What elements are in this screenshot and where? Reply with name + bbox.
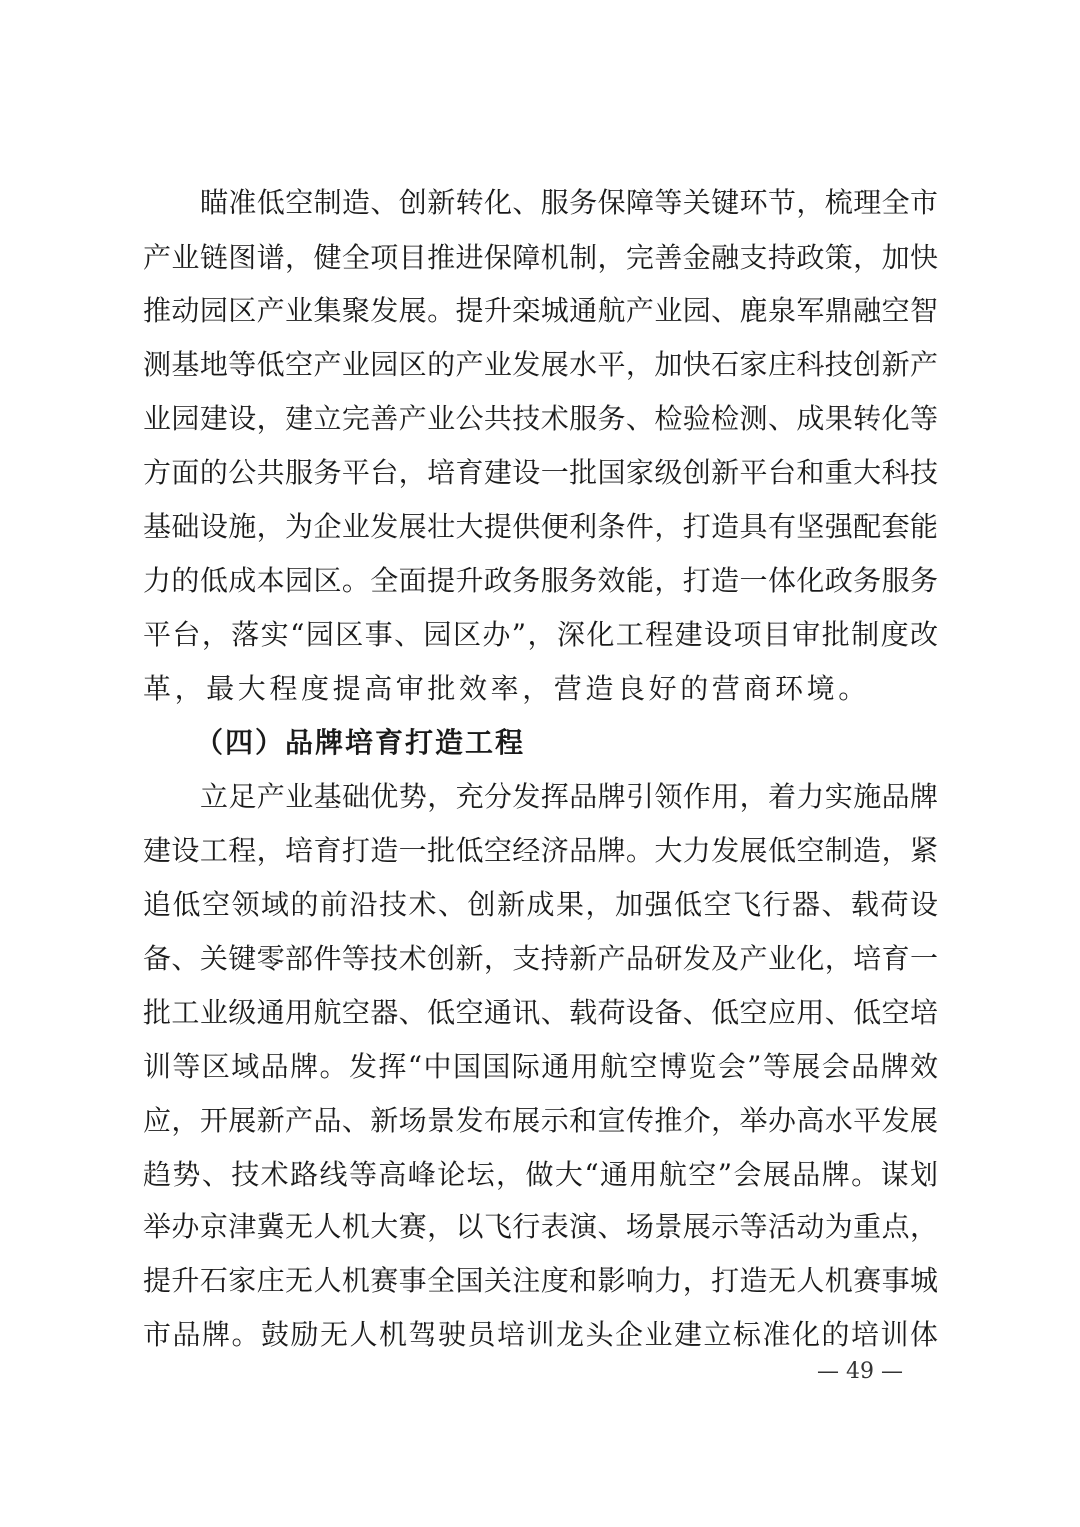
paragraph-2-line-4: 备、关键零部件等技术创新，支持新产品研发及产业化，培育一 [143, 942, 938, 975]
paragraph-2-line-9: 举办京津冀无人机大赛，以飞行表演、场景展示等活动为重点， [143, 1210, 938, 1243]
paragraph-1-line-8: 力的低成本园区。全面提升政务服务效能，打造一体化政务服务 [143, 564, 938, 597]
paragraph-1-line-9: 平台，落实“园区事、园区办”，深化工程建设项目审批制度改 [143, 618, 938, 651]
paragraph-1-line-7: 基础设施，为企业发展壮大提供便利条件，打造具有坚强配套能 [143, 510, 938, 543]
section-heading: （四）品牌培育打造工程 [195, 726, 526, 759]
paragraph-2-line-10: 提升石家庄无人机赛事全国关注度和影响力，打造无人机赛事城 [143, 1264, 938, 1297]
page-number: — 49 — [817, 1359, 903, 1384]
paragraph-2-line-6: 训等区域品牌。发挥“中国国际通用航空博览会”等展会品牌效 [143, 1050, 938, 1083]
paragraph-2-line-7: 应，开展新产品、新场景发布展示和宣传推介，举办高水平发展 [143, 1104, 938, 1137]
paragraph-1-line-5: 业园建设，建立完善产业公共技术服务、检验检测、成果转化等 [143, 402, 938, 435]
paragraph-1-line-10: 革，最大程度提高审批效率，营造良好的营商环境。 [143, 672, 870, 705]
paragraph-2-line-3: 追低空领域的前沿技术、创新成果，加强低空飞行器、载荷设 [143, 888, 938, 921]
paragraph-2-line-5: 批工业级通用航空器、低空通讯、载荷设备、低空应用、低空培 [143, 996, 938, 1029]
paragraph-1-line-4: 测基地等低空产业园区的产业发展水平，加快石家庄科技创新产 [143, 348, 938, 381]
paragraph-2-line-8: 趋势、技术路线等高峰论坛，做大“通用航空”会展品牌。谋划 [143, 1158, 938, 1191]
paragraph-2-line-2: 建设工程，培育打造一批低空经济品牌。大力发展低空制造，紧 [143, 834, 938, 867]
paragraph-1-line-1: 瞄准低空制造、创新转化、服务保障等关键环节，梳理全市 [200, 186, 938, 219]
paragraph-1-line-6: 方面的公共服务平台，培育建设一批国家级创新平台和重大科技 [143, 456, 938, 489]
paragraph-2-line-1: 立足产业基础优势，充分发挥品牌引领作用，着力实施品牌 [200, 780, 938, 813]
paragraph-2-line-11: 市品牌。鼓励无人机驾驶员培训龙头企业建立标准化的培训体 [143, 1318, 938, 1351]
paragraph-1-line-2: 产业链图谱，健全项目推进保障机制，完善金融支持政策，加快 [143, 241, 938, 274]
paragraph-1-line-3: 推动园区产业集聚发展。提升栾城通航产业园、鹿泉军鼎融空智 [143, 294, 938, 327]
